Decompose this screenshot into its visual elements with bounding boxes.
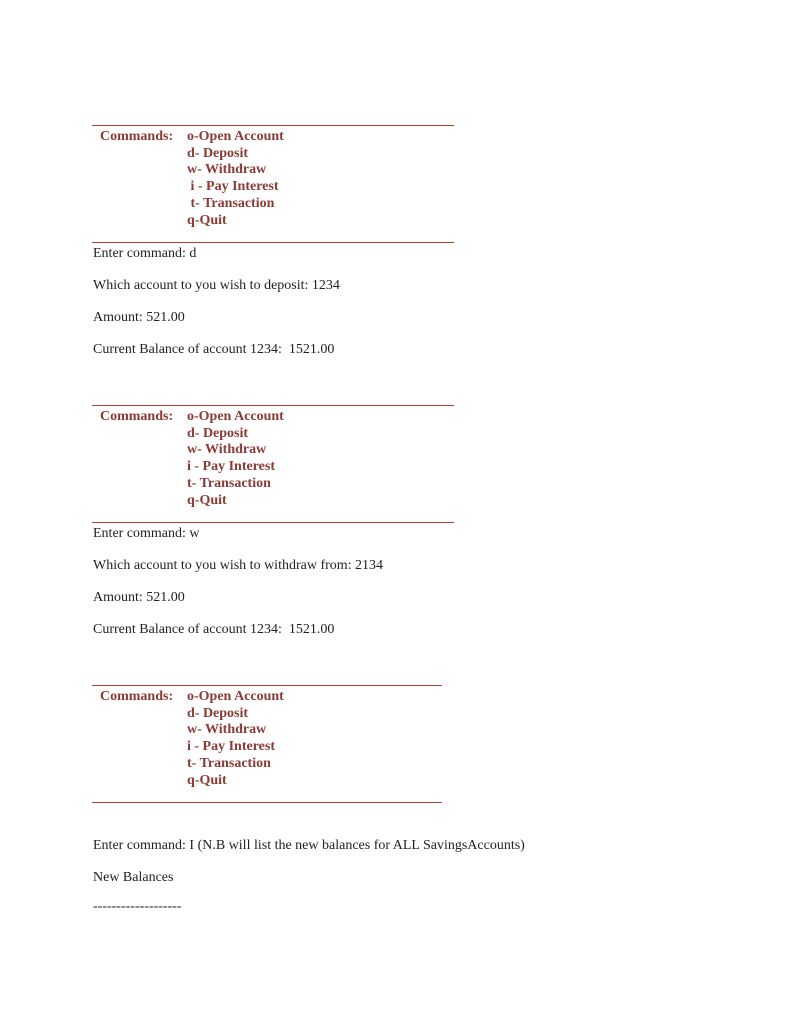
current-balance-line: Current Balance of account 1234: 1521.00 [93, 342, 335, 357]
commands-menu-3 [92, 685, 442, 803]
enter-command-line: Enter command: d [93, 246, 197, 261]
commands-label: Commands: [100, 689, 174, 704]
command-transaction: t- Transaction [187, 755, 271, 771]
command-pay-interest: i - Pay Interest [187, 459, 275, 475]
command-quit: q-Quit [187, 212, 227, 228]
amount-line: Amount: 521.00 [93, 310, 185, 325]
command-withdraw: w- Withdraw [187, 722, 267, 738]
commands-list [187, 129, 284, 229]
which-account-line: Which account to you wish to withdraw from: 2134 [93, 558, 384, 573]
command-deposit: d- Deposit [187, 145, 249, 161]
command-withdraw: w- Withdraw [187, 442, 267, 458]
command-pay-interest: i - Pay Interest [187, 739, 275, 755]
separator-line: ------------------- [93, 899, 182, 914]
commands-list [187, 689, 284, 789]
command-withdraw: w- Withdraw [187, 162, 267, 178]
command-quit: q-Quit [187, 492, 227, 508]
which-account-line: Which account to you wish to deposit: 1234 [93, 278, 340, 293]
new-balances-heading: New Balances [93, 870, 174, 885]
command-deposit: d- Deposit [187, 425, 249, 441]
current-balance-line: Current Balance of account 1234: 1521.00 [93, 622, 335, 637]
command-open-account: o-Open Account [187, 409, 284, 424]
command-transaction: t- Transaction [187, 475, 271, 491]
command-open-account: o-Open Account [187, 689, 284, 704]
commands-label: Commands: [100, 409, 174, 424]
enter-command-line: Enter command: w [93, 526, 200, 541]
commands-menu-2 [92, 405, 454, 523]
commands-menu-1 [92, 125, 454, 243]
command-quit: q-Quit [187, 772, 227, 788]
amount-line: Amount: 521.00 [93, 590, 185, 605]
command-deposit: d- Deposit [187, 705, 249, 721]
commands-label: Commands: [100, 129, 174, 144]
enter-command-line: Enter command: I (N.B will list the new balances for ALL SavingsAccounts) [93, 838, 525, 853]
command-transaction: t- Transaction [187, 195, 275, 211]
command-pay-interest: i - Pay Interest [187, 179, 279, 195]
commands-list [187, 409, 284, 509]
command-open-account: o-Open Account [187, 129, 284, 144]
